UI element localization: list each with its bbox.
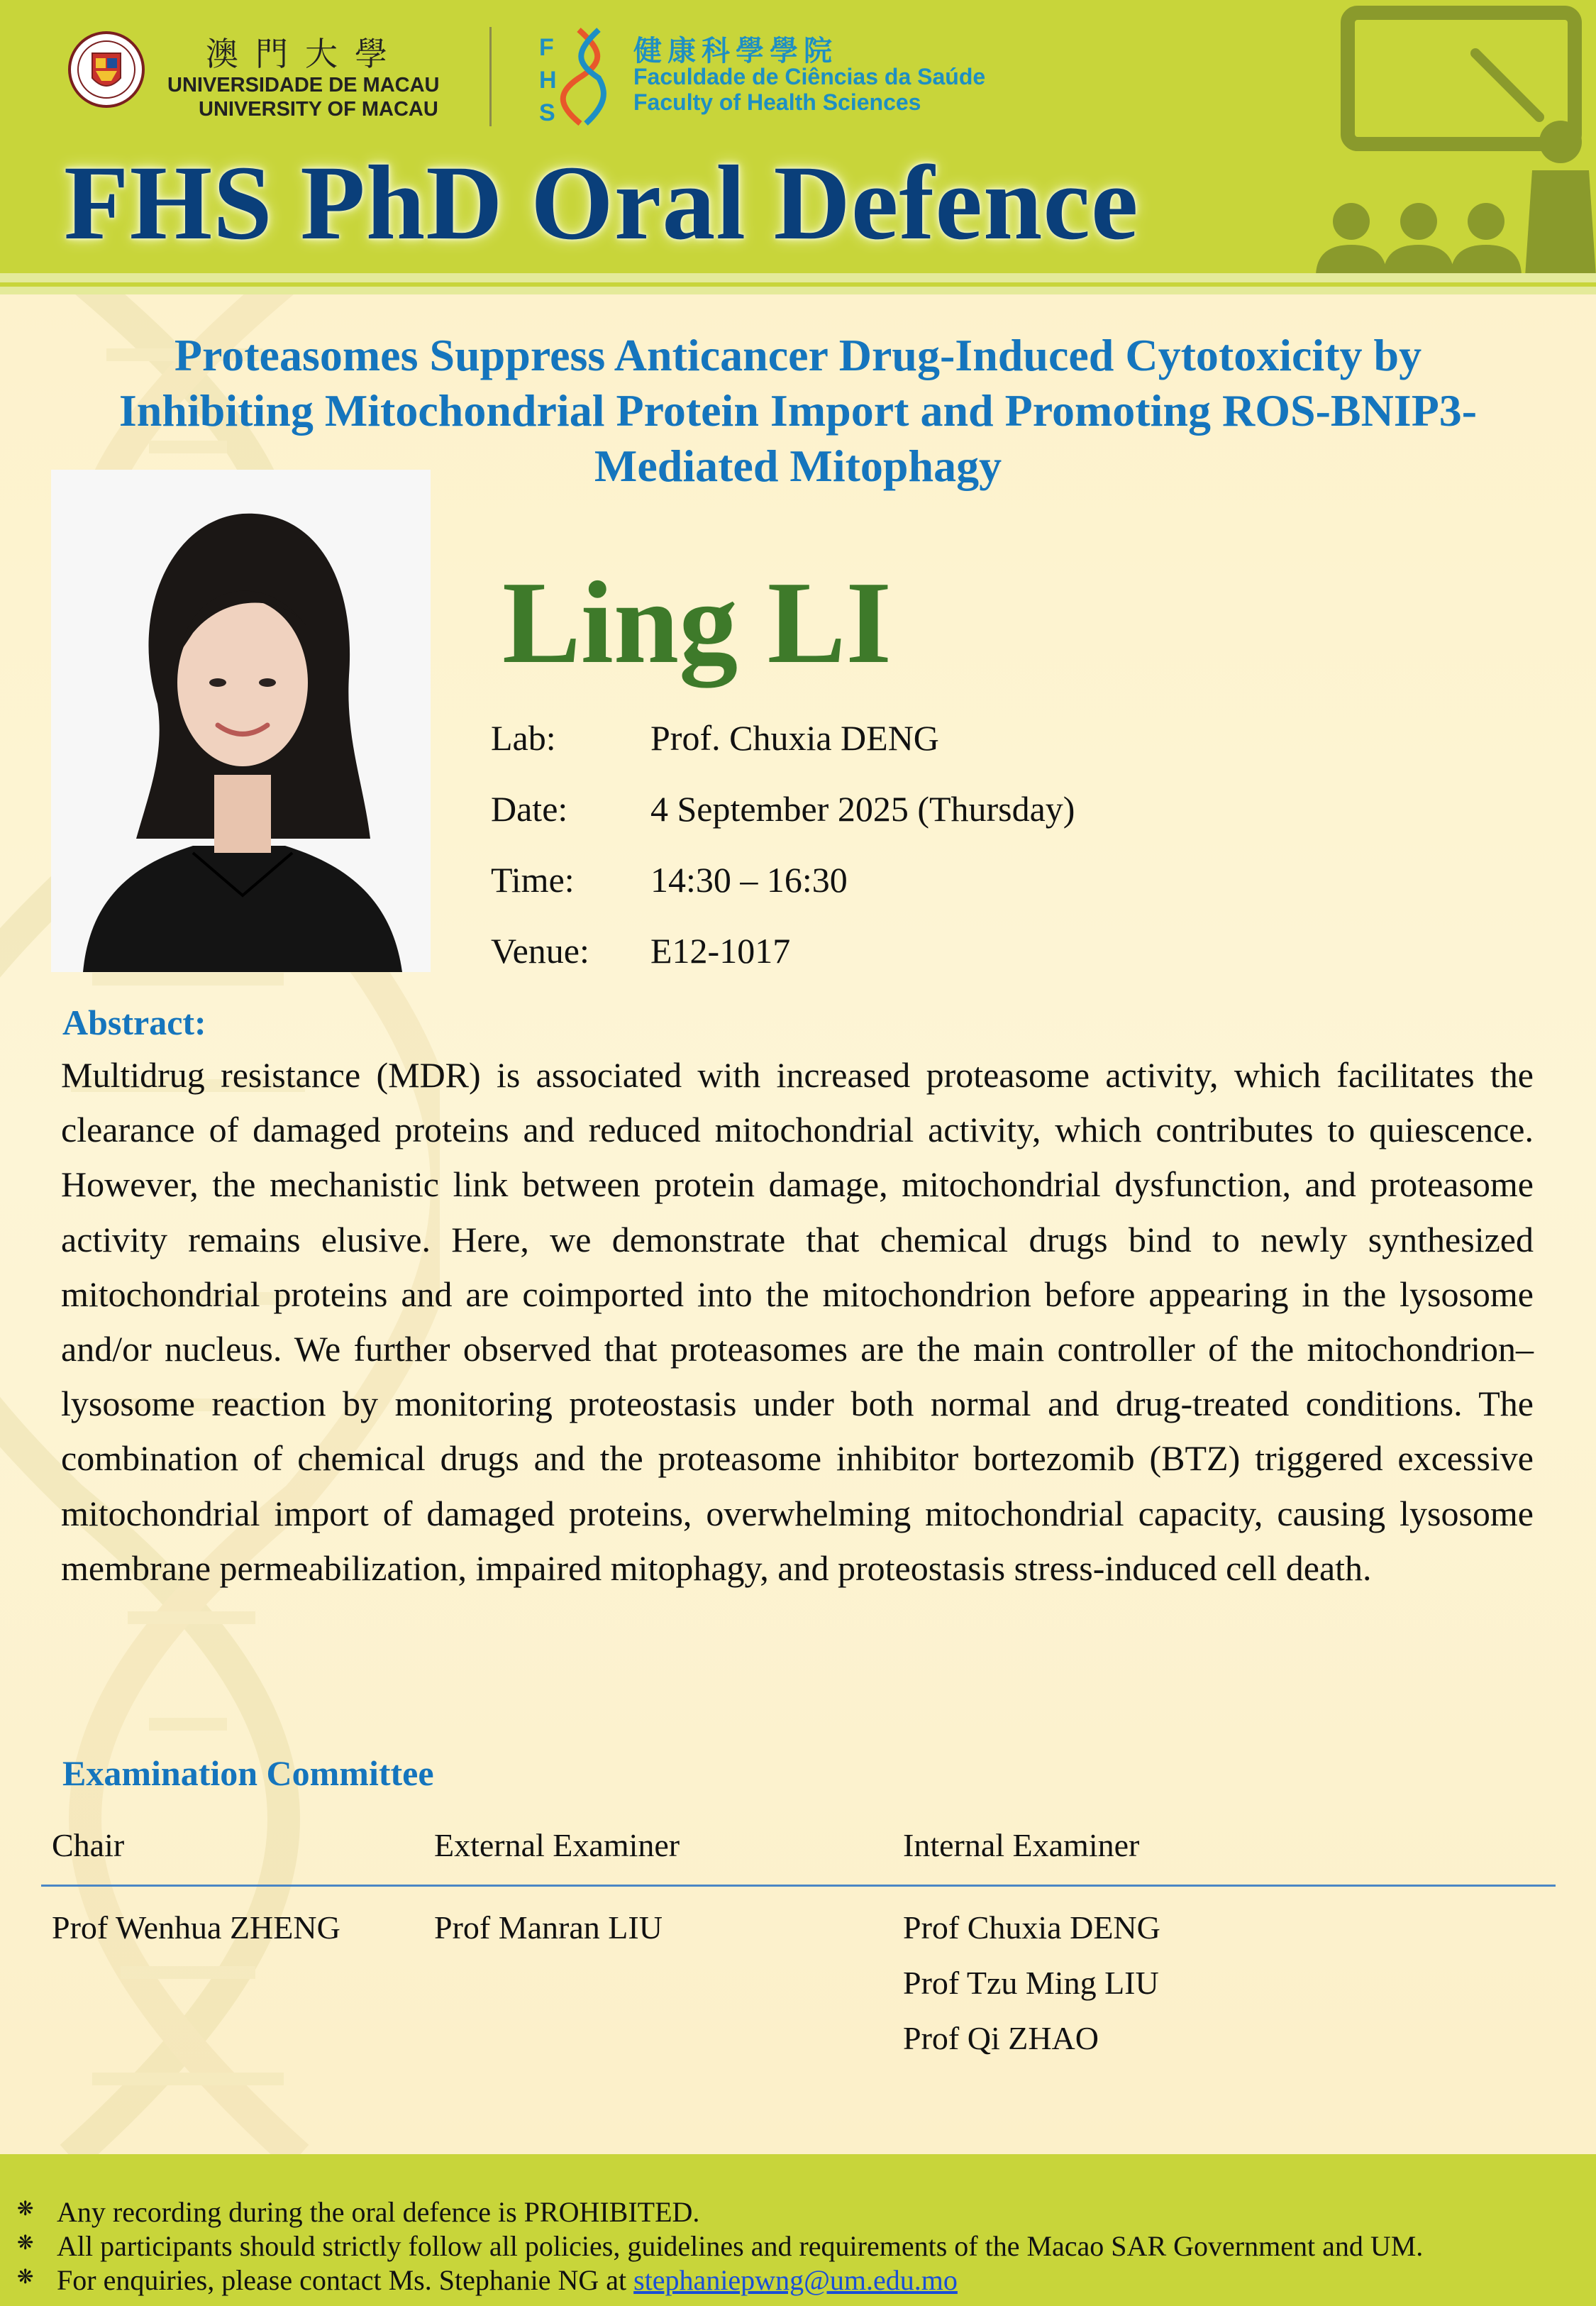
- faculty-name-portuguese: Faculdade de Ciências da Saúde: [633, 64, 986, 89]
- university-name-chinese: 澳門大學: [206, 35, 404, 73]
- contact-email-link[interactable]: stephaniepwng@um.edu.mo: [633, 2264, 958, 2296]
- abstract-text: Multidrug resistance (MDR) is associated with increased proteasome activity, which facilitates the clearance of damaged proteins and reduced mitochondrial activity, which contributes to quiescence. However, the mechanistic link between protein damage, mitochondrial dysfunction, and proteasome activity remains elusive. Here, we demonstrate that chemical drugs bind to newly synthesized mitochondrial proteins and are coimported into the mitochondrion before appearing in the lysosome and/or nucleus. We further observed that proteasomes are the main controller of the mitochondrion–lysosome reaction by monitoring proteostasis under both normal and drug-treated conditions. The combination of chemical drugs and the proteasome inhibitor bortezomib (BTZ) triggered excessive mitochondrial import of damaged proteins, overwhelming mitochondrial capacity, causing lysosome membrane permeabilization, impaired mitophagy, and proteostasis stress-induced cell death.: [61, 1055, 1534, 1588]
- faculty-name-chinese: 健康科學學院: [633, 35, 838, 67]
- thesis-title-line: Proteasomes Suppress Anticancer Drug-Induced Cytotoxicity by: [174, 330, 1422, 380]
- info-label: Date:: [491, 789, 568, 829]
- presenter-at-board-icon: [1298, 0, 1596, 273]
- info-row-date: [491, 788, 1075, 829]
- thesis-title: [21, 328, 1575, 494]
- thesis-title-line: Mediated Mitophagy: [594, 441, 1002, 491]
- faculty-name-english: Faculty of Health Sciences: [633, 89, 921, 115]
- university-name-english: UNIVERSITY OF MACAU: [199, 98, 438, 121]
- candidate-name: Ling LI: [502, 557, 892, 688]
- candidate-photo: [51, 470, 431, 972]
- committee-member: Prof Qi ZHAO: [903, 2020, 1099, 2056]
- info-value: E12-1017: [650, 931, 791, 971]
- committee-heading: Examination Committee: [62, 1753, 434, 1793]
- info-label: Venue:: [491, 931, 589, 971]
- header-banner: [0, 0, 1596, 273]
- footer-notes: [0, 2154, 1596, 2306]
- poster-title: FHS PhD Oral Defence: [64, 144, 1139, 262]
- committee-member: Prof Wenhua ZHENG: [52, 1909, 340, 1946]
- info-label: Lab:: [491, 718, 556, 758]
- info-row-time: [491, 859, 848, 900]
- info-row-venue: [491, 930, 790, 971]
- university-name-portuguese: UNIVERSIDADE DE MACAU: [167, 74, 440, 96]
- info-row-lab: [491, 717, 939, 758]
- committee-divider: [41, 1885, 1556, 1887]
- university-crest-icon: [67, 28, 145, 114]
- info-value: Prof. Chuxia DENG: [650, 718, 939, 758]
- footer-note-text: All participants should strictly follow all policies, guidelines and requirements of the Macao SAR Government and UM.: [57, 2230, 1424, 2262]
- info-label: Time:: [491, 860, 575, 900]
- thesis-title-line: Inhibiting Mitochondrial Protein Import and Promoting ROS-BNIP3-: [118, 385, 1478, 436]
- fhs-dna-logo-icon: [536, 27, 607, 126]
- bullet-icon: ❋: [17, 2231, 34, 2254]
- svg-text:H: H: [539, 67, 557, 94]
- contact-prefix: For enquiries, please contact Ms. Stephanie NG at: [57, 2264, 634, 2296]
- footer-note-text: Any recording during the oral defence is PROHIBITED.: [57, 2196, 700, 2228]
- svg-text:S: S: [539, 99, 555, 126]
- logo-divider: [489, 27, 492, 126]
- info-value: 14:30 – 16:30: [650, 860, 848, 900]
- bullet-icon: ❋: [17, 2265, 34, 2288]
- committee-column-external: External Examiner: [434, 1827, 680, 1863]
- audience-icon: [1316, 203, 1522, 273]
- bullet-icon: ❋: [17, 2197, 34, 2220]
- committee-member: Prof Chuxia DENG: [903, 1909, 1160, 1946]
- committee-member: Prof Manran LIU: [434, 1909, 663, 1946]
- committee-member: Prof Tzu Ming LIU: [903, 1965, 1159, 2001]
- svg-text:F: F: [539, 34, 554, 61]
- committee-column-chair: Chair: [52, 1827, 125, 1863]
- info-value: 4 September 2025 (Thursday): [650, 789, 1075, 829]
- committee-column-internal: Internal Examiner: [903, 1827, 1140, 1863]
- footer-note-contact: [57, 2263, 958, 2297]
- abstract-heading: Abstract:: [62, 1003, 206, 1042]
- header-rule: [0, 282, 1596, 287]
